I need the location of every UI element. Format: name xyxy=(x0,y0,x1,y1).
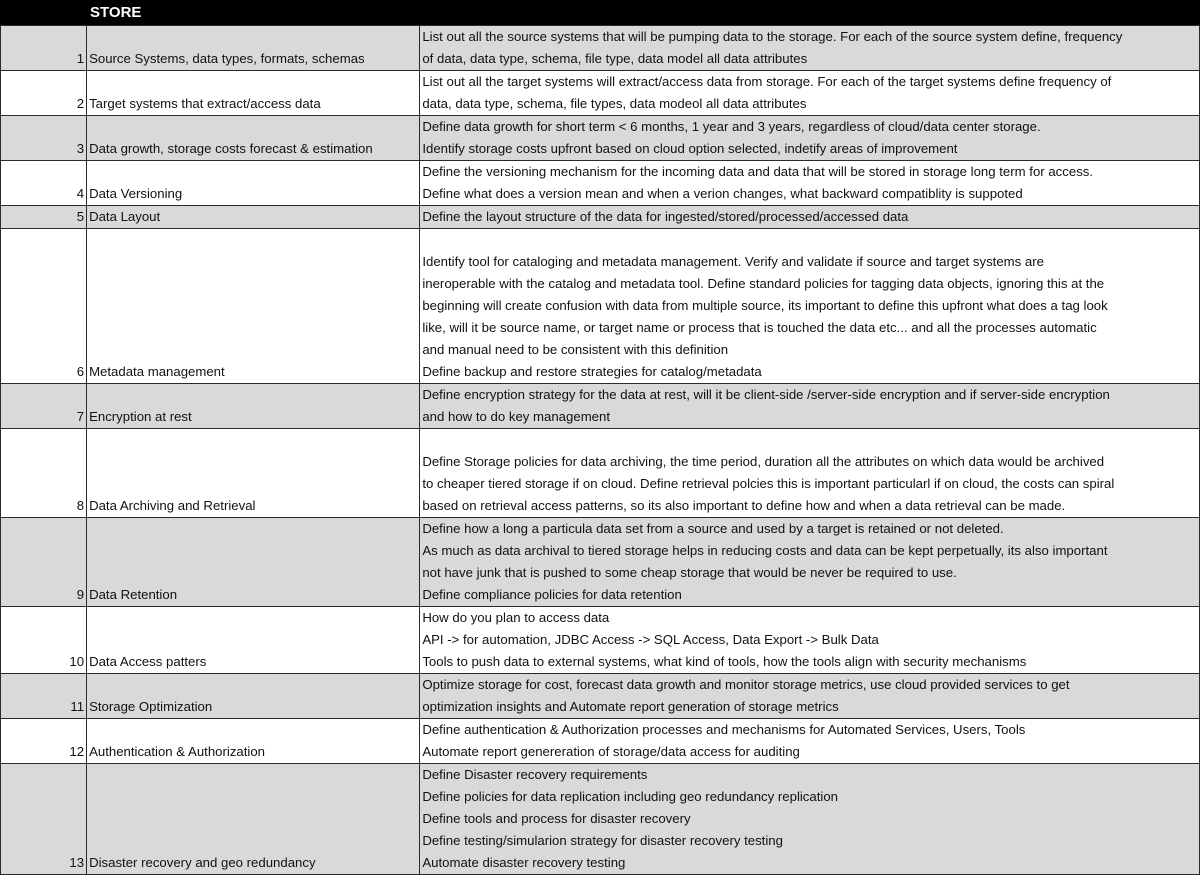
row-number-cell[interactable]: 3 xyxy=(1,116,87,161)
description-line: ineroperable with the catalog and metadata tool. Define standard policies for tagging data objects, ignoring this at the xyxy=(422,276,1105,291)
row-number-cell[interactable]: 1 xyxy=(1,26,87,71)
description-cell[interactable] xyxy=(420,429,1200,518)
table-row xyxy=(1,518,1200,607)
header-spacer xyxy=(0,0,88,25)
row-number-cell[interactable]: 6 xyxy=(1,229,87,384)
description-line: Define authentication & Authorization processes and mechanisms for Automated Services, Users, Tools xyxy=(422,722,1026,737)
table-row xyxy=(1,719,1200,764)
description-line: data, data type, schema, file types, data modeol all data attributes xyxy=(422,96,807,111)
description-cell[interactable] xyxy=(420,26,1200,71)
row-number-cell[interactable]: 12 xyxy=(1,719,87,764)
table-row xyxy=(1,429,1200,518)
description-line: As much as data archival to tiered storage helps in reducing costs and data can be kept perpetually, its also important xyxy=(422,543,1108,558)
row-number-cell[interactable]: 8 xyxy=(1,429,87,518)
description-line: Define the versioning mechanism for the incoming data and data that will be stored in storage long term for access. xyxy=(422,164,1094,179)
table-row xyxy=(1,161,1200,206)
topic-cell[interactable]: Data Archiving and Retrieval xyxy=(87,429,420,518)
description-line: of data, data type, schema, file type, data model all data attributes xyxy=(422,51,808,66)
description-line: to cheaper tiered storage if on cloud. Define retrieval polcies this is important particularl if on cloud, the costs can spiral xyxy=(422,476,1115,491)
description-line: Define policies for data replication including geo redundancy replication xyxy=(422,789,838,804)
topic-cell[interactable]: Data Access patters xyxy=(87,607,420,674)
description-line: Define backup and restore strategies for catalog/metadata xyxy=(422,364,762,379)
table-row xyxy=(1,26,1200,71)
description-cell[interactable] xyxy=(420,206,1200,229)
description-cell[interactable] xyxy=(420,229,1200,384)
description-cell[interactable] xyxy=(420,116,1200,161)
description-cell[interactable] xyxy=(420,71,1200,116)
table-row xyxy=(1,607,1200,674)
description-cell[interactable] xyxy=(420,674,1200,719)
description-line: Define Storage policies for data archiving, the time period, duration all the attributes on which data would be archived xyxy=(422,454,1105,469)
row-number-cell[interactable]: 7 xyxy=(1,384,87,429)
description-line: and how to do key management xyxy=(422,409,611,424)
row-number-cell[interactable]: 9 xyxy=(1,518,87,607)
row-number-cell[interactable]: 4 xyxy=(1,161,87,206)
description-line: Define what does a version mean and when a verion changes, what backward compatiblity is suppoted xyxy=(422,186,1023,201)
topic-cell[interactable]: Data Layout xyxy=(87,206,420,229)
description-line: Optimize storage for cost, forecast data growth and monitor storage metrics, use cloud provided services to get xyxy=(422,677,1070,692)
table-row xyxy=(1,71,1200,116)
store-table xyxy=(0,25,1200,875)
description-line: Identify tool for cataloging and metadata management. Verify and validate if source and target systems are xyxy=(422,254,1044,269)
description-cell[interactable] xyxy=(420,607,1200,674)
description-line: like, will it be source name, or target name or process that is touched the data etc... and all the processes automatic xyxy=(422,320,1097,335)
table-row xyxy=(1,229,1200,384)
table-row xyxy=(1,116,1200,161)
table-row xyxy=(1,764,1200,875)
description-line: not have junk that is pushed to some cheap storage that would be never be required to use. xyxy=(422,565,957,580)
table-row xyxy=(1,674,1200,719)
description-cell[interactable] xyxy=(420,719,1200,764)
description-line xyxy=(422,229,1197,251)
description-line xyxy=(422,429,1197,451)
table-row xyxy=(1,384,1200,429)
description-line: Define data growth for short term < 6 months, 1 year and 3 years, regardless of cloud/data center storage. xyxy=(422,119,1041,134)
description-line: API -> for automation, JDBC Access -> SQL Access, Data Export -> Bulk Data xyxy=(422,632,879,647)
sheet-header xyxy=(0,0,1200,25)
topic-cell[interactable]: Data Versioning xyxy=(87,161,420,206)
description-line: How do you plan to access data xyxy=(422,610,610,625)
description-line: List out all the target systems will extract/access data from storage. For each of the target systems define frequency of xyxy=(422,74,1112,89)
row-number-cell[interactable]: 2 xyxy=(1,71,87,116)
description-line: Define Disaster recovery requirements xyxy=(422,767,648,782)
description-line: Automate report genereration of storage/data access for auditing xyxy=(422,744,800,759)
topic-cell[interactable]: Storage Optimization xyxy=(87,674,420,719)
row-number-cell[interactable]: 5 xyxy=(1,206,87,229)
description-line: based on retrieval access patterns, so its also important to define how and when a data retrieval can be made. xyxy=(422,498,1066,513)
description-line: and manual need to be consistent with this definition xyxy=(422,342,729,357)
table-row xyxy=(1,206,1200,229)
description-cell[interactable] xyxy=(420,518,1200,607)
row-number-cell[interactable]: 13 xyxy=(1,764,87,875)
topic-cell[interactable]: Data growth, storage costs forecast & estimation xyxy=(87,116,420,161)
topic-cell[interactable]: Data Retention xyxy=(87,518,420,607)
description-line: Define the layout structure of the data for ingested/stored/processed/accessed data xyxy=(422,209,909,224)
description-line: Automate disaster recovery testing xyxy=(422,855,626,870)
topic-cell[interactable]: Disaster recovery and geo redundancy xyxy=(87,764,420,875)
table-body xyxy=(1,26,1200,875)
description-line: Define tools and process for disaster recovery xyxy=(422,811,691,826)
description-cell[interactable] xyxy=(420,161,1200,206)
sheet-title: STORE xyxy=(90,4,142,21)
topic-cell[interactable]: Authentication & Authorization xyxy=(87,719,420,764)
description-cell[interactable] xyxy=(420,384,1200,429)
row-number-cell[interactable]: 10 xyxy=(1,607,87,674)
description-line: Define encryption strategy for the data at rest, will it be client-side /server-side encryption and if server-side encryption xyxy=(422,387,1110,402)
description-line: Define compliance policies for data retention xyxy=(422,587,682,602)
description-line: Tools to push data to external systems, what kind of tools, how the tools align with security mechanisms xyxy=(422,654,1027,669)
topic-cell[interactable]: Metadata management xyxy=(87,229,420,384)
description-cell[interactable] xyxy=(420,764,1200,875)
topic-cell[interactable]: Source Systems, data types, formats, schemas xyxy=(87,26,420,71)
description-line: Identify storage costs upfront based on cloud option selected, indetify areas of improvement xyxy=(422,141,958,156)
topic-cell[interactable]: Target systems that extract/access data xyxy=(87,71,420,116)
description-line: optimization insights and Automate report generation of storage metrics xyxy=(422,699,839,714)
row-number-cell[interactable]: 11 xyxy=(1,674,87,719)
description-line: Define testing/simularion strategy for disaster recovery testing xyxy=(422,833,783,848)
description-line: beginning will create confusion with data from multiple source, its important to define this upfront what does a tag look xyxy=(422,298,1108,313)
topic-cell[interactable]: Encryption at rest xyxy=(87,384,420,429)
description-line: List out all the source systems that will be pumping data to the storage. For each of the source system define, frequency xyxy=(422,29,1123,44)
description-line: Define how a long a particula data set from a source and used by a target is retained or not deleted. xyxy=(422,521,1004,536)
